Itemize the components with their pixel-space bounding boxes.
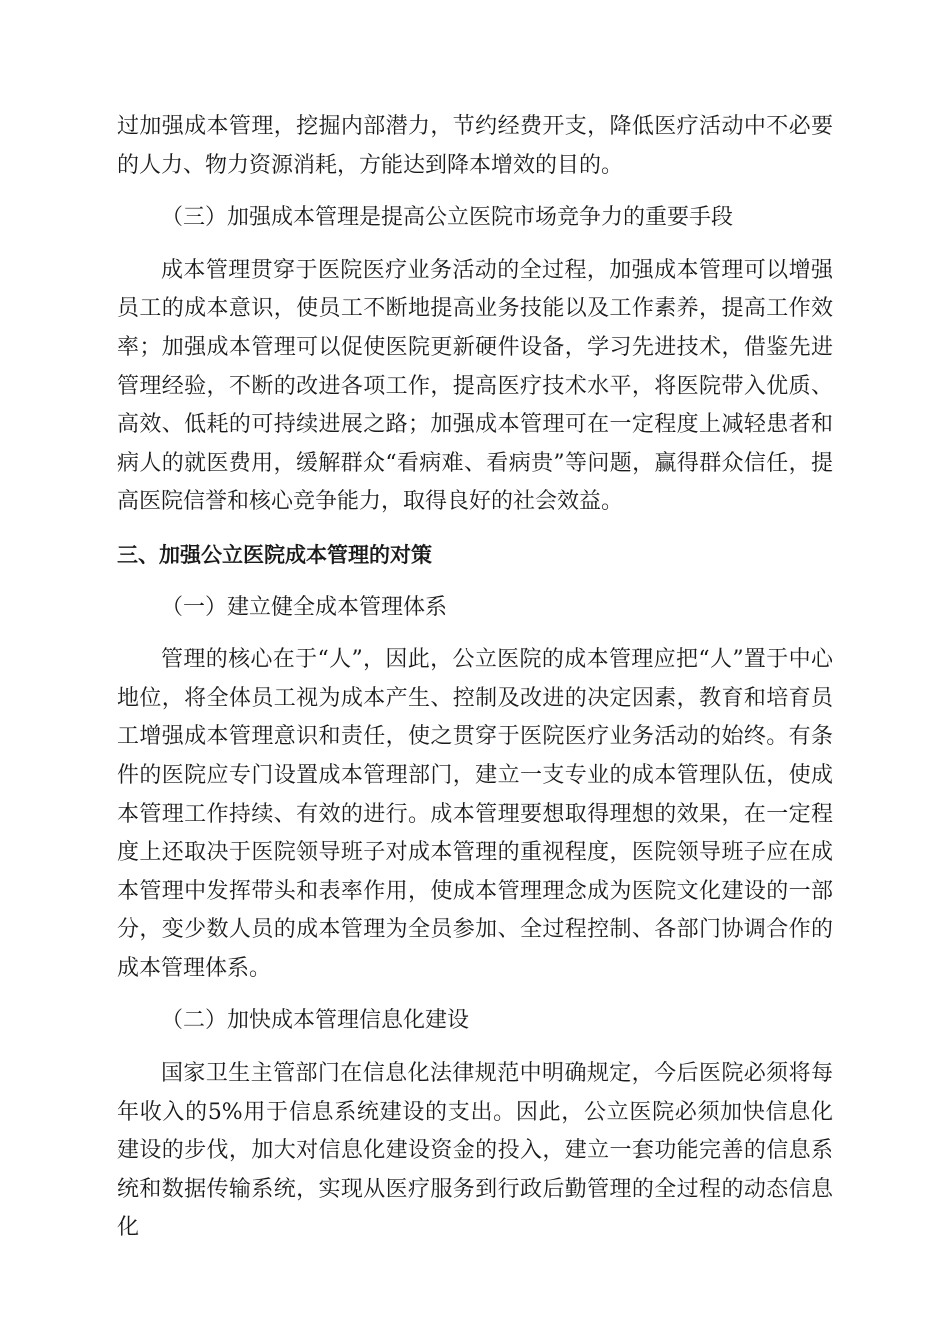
paragraph-competitiveness: 成本管理贯穿于医院医疗业务活动的全过程，加强成本管理可以增强员工的成本意识，使员工不断地提高业务技能以及工作素养，提高工作效率；加强成本管理可以促使医院更新硬件设备，学习先进技术，借鉴先进管理经验，不断的改进各项工作，提高医疗技术水平，将医院带入优质、高效、低耗的可持续进展之路；加强成本管理可在一定程度上减轻患者和病人的就医费用，缓解群众“看病难、看病贵”等问题，赢得群众信任，提高医院信誉和核心竞争能力，取得良好的社会效益。: [117, 257, 833, 515]
section-heading-3: 三、加强公立医院成本管理的对策: [117, 542, 432, 567]
subheading-2: （二）加快成本管理信息化建设: [161, 1008, 470, 1034]
paragraph-informatization: 国家卫生主管部门在信息化法律规范中明确规定，今后医院必须将每年收入的5%用于信息系统建设的支出。因此，公立医院必须加快信息化建设的步伐，加大对信息化建设资金的投入，建立一套功能完善的信息系统和数据传输系统，实现从医疗服务到行政后勤管理的全过程的动态信息化: [117, 1061, 833, 1241]
paragraph-continuation: 过加强成本管理，挖掘内部潜力，节约经费开支，降低医疗活动中不必要的人力、物力资源消耗，方能达到降本增效的目的。: [117, 114, 833, 178]
subheading-1: （一）建立健全成本管理体系: [161, 594, 448, 620]
subheading-3: （三）加强成本管理是提高公立医院市场竞争力的重要手段: [161, 205, 734, 231]
paragraph-management-system: 管理的核心在于“人”，因此，公立医院的成本管理应把“人”置于中心地位，将全体员工视为成本产生、控制及改进的决定因素，教育和培育员工增强成本管理意识和责任，使之贯穿于医院医疗业务活动的始终。有条件的医院应专门设置成本管理部门，建立一支专业的成本管理队伍，使成本管理工作持续、有效的进行。成本管理要想取得理想的效果，在一定程度上还取决于医院领导班子对成本管理的重视程度，医院领导班子应在成本管理中发挥带头和表率作用，使成本管理理念成为医院文化建设的一部分，变少数人员的成本管理为全员参加、全过程控制、各部门协调合作的成本管理体系。: [117, 647, 833, 981]
document-body: [117, 108, 833, 1248]
